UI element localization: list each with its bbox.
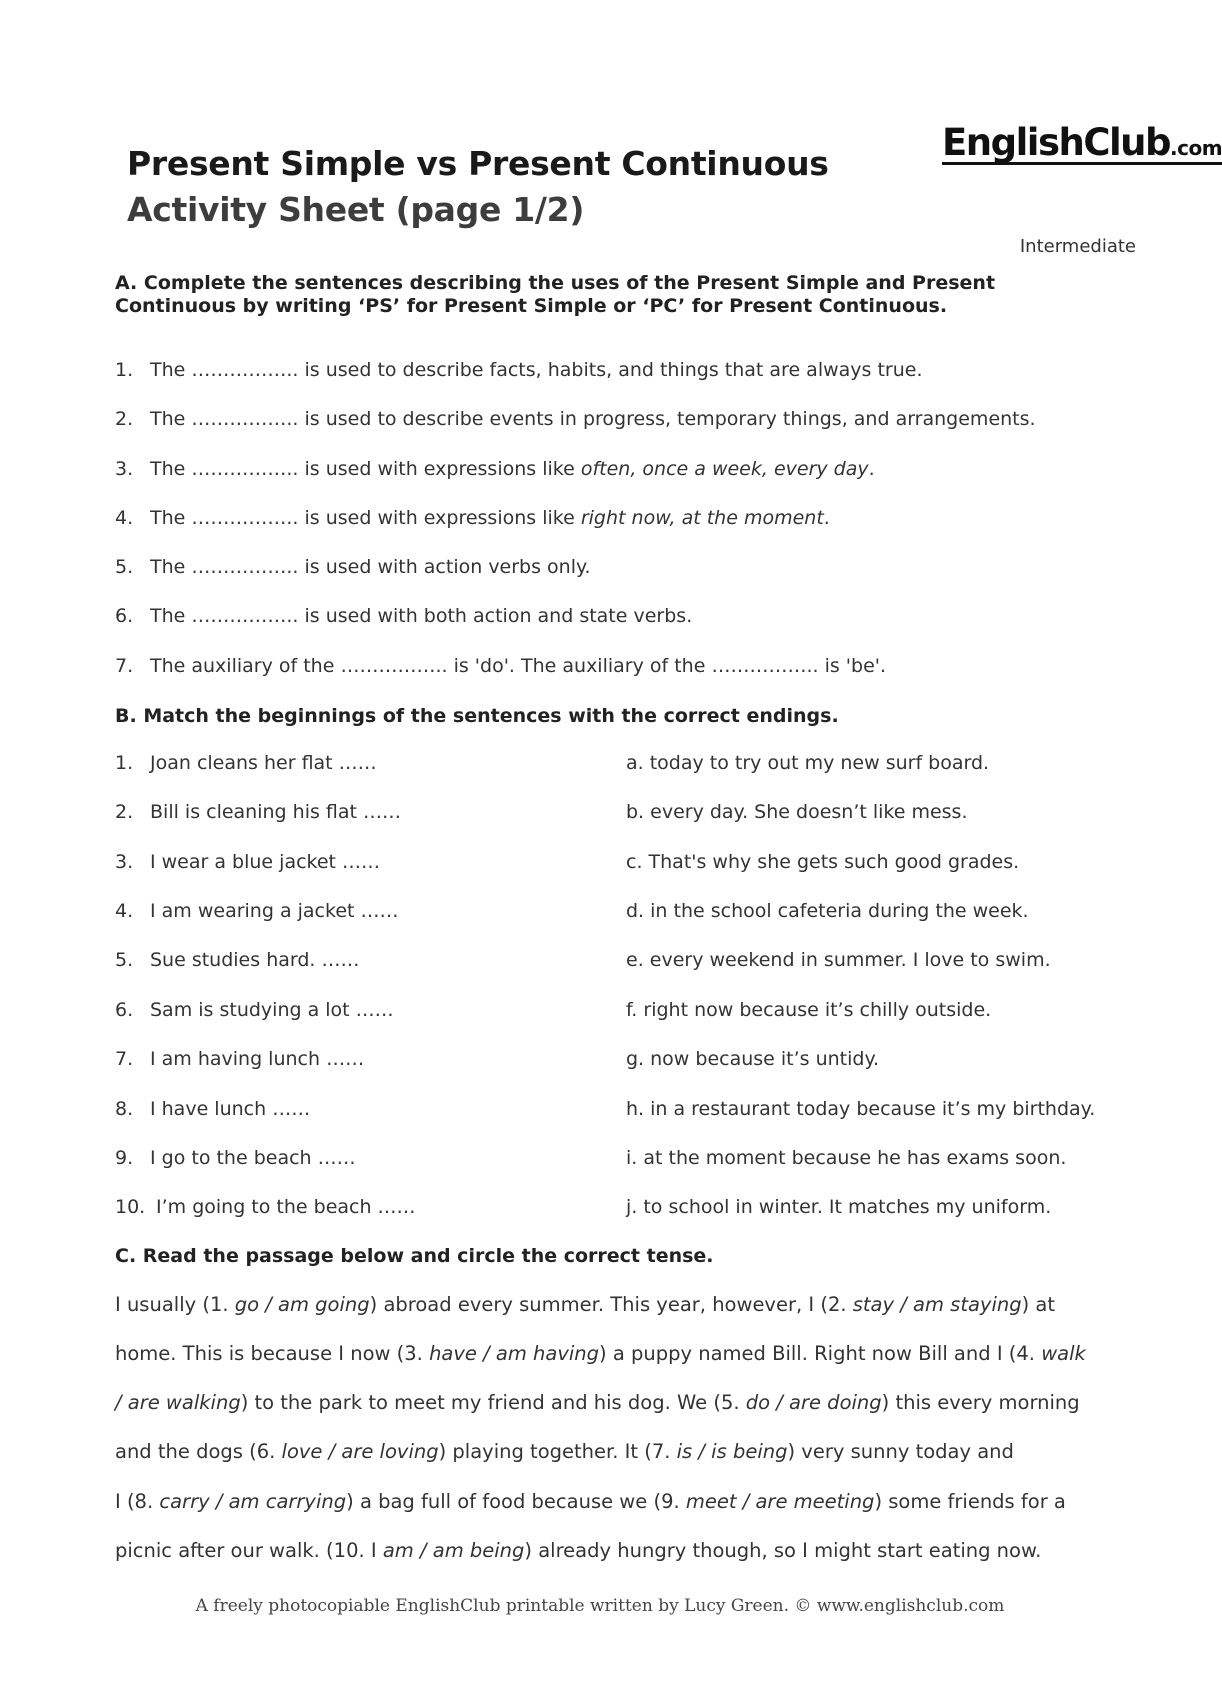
page-title: Present Simple vs Present Continuous: [127, 144, 829, 183]
section-a-item-2: [115, 407, 1036, 431]
item-number: 9.: [115, 1147, 134, 1169]
tense-choice: walk: [1041, 1342, 1086, 1365]
section-b-heading: B. Match the beginnings of the sentences with the correct endings.: [115, 705, 839, 727]
section-b-ending-j: j. to school in winter. It matches my uniform.: [626, 1196, 1052, 1218]
item-text-end: .: [868, 458, 875, 480]
copyright-footer: A freely photocopiable EnglishClub printable written by Lucy Green. © www.englishclub.com: [195, 1596, 1005, 1616]
passage-line-2: [115, 1342, 1086, 1366]
section-b-ending-a: a. today to try out my new surf board.: [626, 752, 990, 774]
item-text: I have lunch ……: [150, 1098, 311, 1120]
tense-choice: love / are loving: [281, 1440, 439, 1463]
logo-main-text: EnglishClub: [942, 121, 1170, 164]
passage-line-3: [115, 1391, 1080, 1415]
item-number: 7.: [115, 1048, 134, 1070]
passage-text: home. This is because I now (3.: [115, 1342, 430, 1365]
item-text: The …………….. is used with action verbs only.: [150, 556, 591, 578]
passage-line-1: [115, 1293, 1055, 1317]
passage-text: and the dogs (6.: [115, 1440, 282, 1463]
level-label: Intermediate: [1019, 236, 1136, 257]
item-text-italic: often, once a week, every day: [580, 458, 869, 480]
passage-text: ) playing together. It (7.: [438, 1440, 677, 1463]
passage-text: ) already hungry though, so I might start eating now.: [524, 1539, 1042, 1562]
passage-text: I usually (1.: [115, 1293, 235, 1316]
item-text-end: .: [823, 507, 830, 529]
section-b-beginning-7: [115, 1047, 364, 1071]
item-number: 6.: [115, 605, 134, 627]
section-a-item-3: [115, 457, 875, 481]
item-text: The …………….. is used with both action and state verbs.: [150, 605, 693, 627]
item-number: 10.: [115, 1196, 146, 1218]
logo-domain-text: .com: [1170, 136, 1222, 160]
tense-choice: go / am going: [234, 1293, 370, 1316]
section-b-ending-d: d. in the school cafeteria during the week.: [626, 900, 1029, 922]
item-text: The …………….. is used with expressions like: [150, 458, 581, 480]
item-number: 4.: [115, 507, 134, 529]
item-number: 2.: [115, 408, 134, 430]
section-a-item-7: [115, 654, 886, 678]
item-text: Sue studies hard. ……: [150, 949, 360, 971]
passage-text: ) a puppy named Bill. Right now Bill and I (4.: [599, 1342, 1042, 1365]
passage-text: ) very sunny today and: [787, 1440, 1014, 1463]
passage-line-4: [115, 1440, 1014, 1464]
section-b-beginning-8: [115, 1097, 310, 1121]
item-number: 4.: [115, 900, 134, 922]
tense-choice: carry / am carrying: [159, 1490, 347, 1513]
section-a-item-6: [115, 604, 692, 628]
passage-text: ) some friends for a: [874, 1490, 1066, 1513]
section-a-heading-line-2: Continuous by writing ‘PS’ for Present Simple or ‘PC’ for Present Continuous.: [115, 295, 948, 317]
section-b-ending-e: e. every weekend in summer. I love to swim.: [626, 949, 1051, 971]
tense-choice: / are walking: [115, 1391, 241, 1414]
section-a-item-4: [115, 506, 830, 530]
section-b-beginning-6: [115, 998, 394, 1022]
item-text: The auxiliary of the …………….. is 'do'. The auxiliary of the …………….. is 'be'.: [150, 655, 887, 677]
item-number: 8.: [115, 1098, 134, 1120]
item-text: The …………….. is used with expressions like: [150, 507, 581, 529]
passage-text: I (8.: [115, 1490, 160, 1513]
item-text: Sam is studying a lot ……: [150, 999, 394, 1021]
page-subtitle: Activity Sheet (page 1/2): [127, 190, 585, 229]
passage-text: ) a bag full of food because we (9.: [346, 1490, 686, 1513]
item-text: I wear a blue jacket ……: [150, 851, 381, 873]
section-b-ending-g: g. now because it’s untidy.: [626, 1048, 880, 1070]
passage-text: ) to the park to meet my friend and his dog. We (5.: [240, 1391, 746, 1414]
item-number: 7.: [115, 655, 134, 677]
section-a-item-1: [115, 358, 923, 382]
item-text: I go to the beach ……: [150, 1147, 356, 1169]
section-b-ending-b: b. every day. She doesn’t like mess.: [626, 801, 968, 823]
item-number: 5.: [115, 556, 134, 578]
item-text: I am wearing a jacket ……: [150, 900, 399, 922]
tense-choice: stay / am staying: [852, 1293, 1022, 1316]
tense-choice: do / are doing: [745, 1391, 882, 1414]
passage-text: ) this every morning: [881, 1391, 1080, 1414]
section-b-ending-i: i. at the moment because he has exams soon.: [626, 1147, 1067, 1169]
item-number: 1.: [115, 752, 134, 774]
tense-choice: am / am being: [382, 1539, 525, 1562]
section-b-beginning-2: [115, 800, 401, 824]
section-b-beginning-10: [115, 1195, 416, 1219]
section-c-heading: C. Read the passage below and circle the correct tense.: [115, 1245, 714, 1267]
item-number: 6.: [115, 999, 134, 1021]
passage-text: ) abroad every summer. This year, however, I (2.: [369, 1293, 853, 1316]
section-b-beginning-3: [115, 850, 380, 874]
section-a-item-5: [115, 555, 591, 579]
section-b-ending-f: f. right now because it’s chilly outside.: [626, 999, 992, 1021]
passage-text: ) at: [1021, 1293, 1056, 1316]
item-number: 5.: [115, 949, 134, 971]
section-b-beginning-1: [115, 751, 377, 775]
section-b-beginning-9: [115, 1146, 356, 1170]
item-text: The …………….. is used to describe facts, habits, and things that are always true.: [150, 359, 923, 381]
passage-text: picnic after our walk. (10. I: [115, 1539, 383, 1562]
item-number: 3.: [115, 458, 134, 480]
passage-line-6: [115, 1539, 1041, 1563]
tense-choice: is / is being: [676, 1440, 788, 1463]
section-b-beginning-4: [115, 899, 399, 923]
item-text: Joan cleans her flat ……: [150, 752, 377, 774]
section-b-ending-h: h. in a restaurant today because it’s my birthday.: [626, 1098, 1096, 1120]
passage-line-5: [115, 1490, 1066, 1514]
tense-choice: have / am having: [429, 1342, 600, 1365]
item-text-italic: right now, at the moment: [580, 507, 824, 529]
item-number: 2.: [115, 801, 134, 823]
item-text: The …………….. is used to describe events in progress, temporary things, and arrangements.: [150, 408, 1036, 430]
item-text: I’m going to the beach ……: [156, 1196, 416, 1218]
item-number: 3.: [115, 851, 134, 873]
item-number: 1.: [115, 359, 134, 381]
tense-choice: meet / are meeting: [685, 1490, 875, 1513]
section-b-beginning-5: [115, 948, 360, 972]
section-b-ending-c: c. That's why she gets such good grades.: [626, 851, 1020, 873]
item-text: Bill is cleaning his flat ……: [150, 801, 402, 823]
section-a-heading-line-1: A. Complete the sentences describing the uses of the Present Simple and Present: [115, 272, 996, 294]
item-text: I am having lunch ……: [150, 1048, 365, 1070]
englishclub-logo: [942, 121, 1222, 165]
section-a-heading: [115, 272, 995, 318]
